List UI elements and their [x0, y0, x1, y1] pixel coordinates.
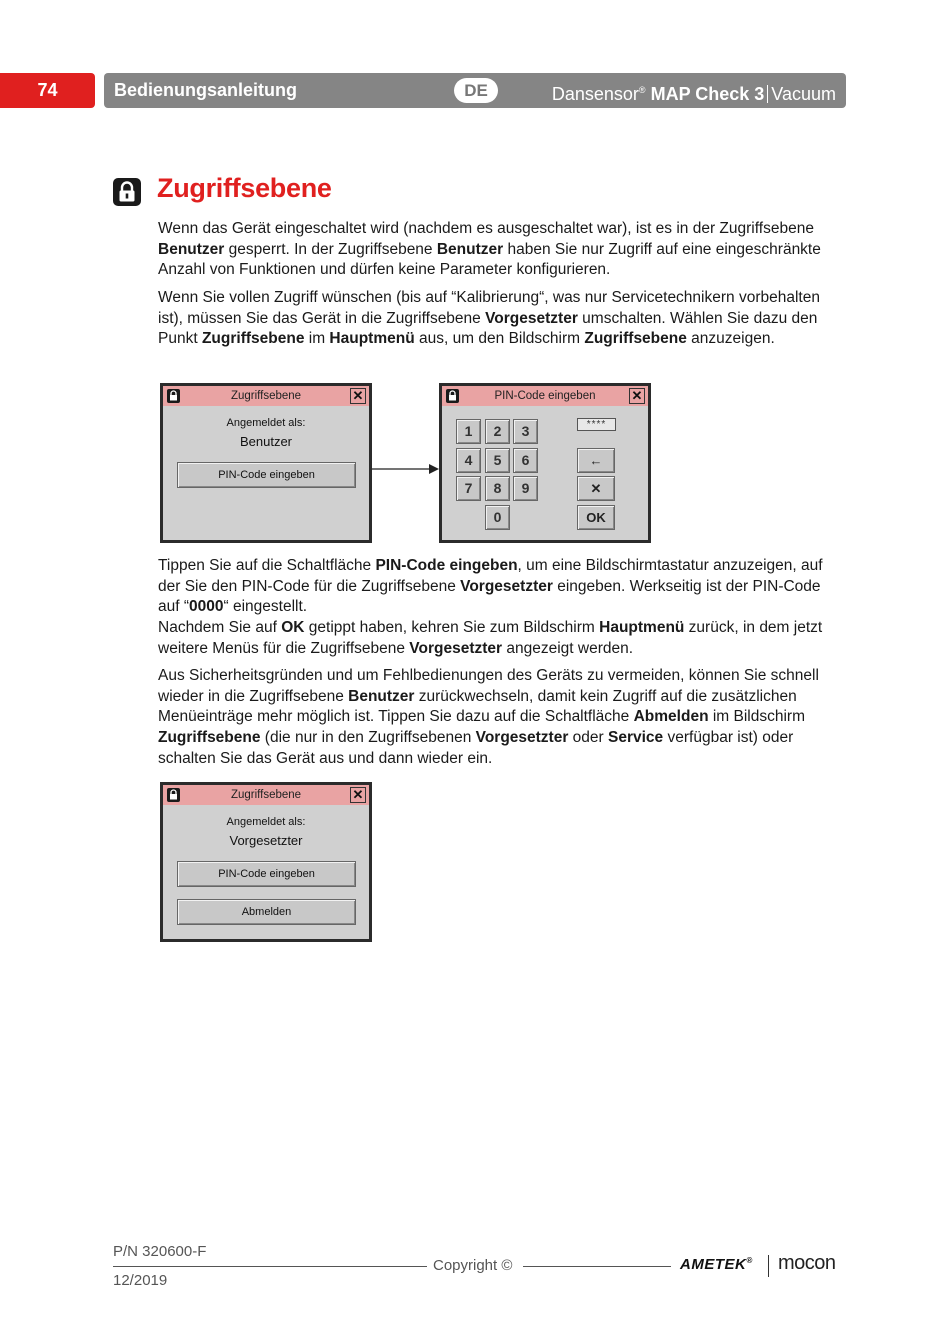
- logged-in-label: Angemeldet als:: [226, 816, 306, 828]
- logout-button[interactable]: Abmelden: [177, 899, 356, 925]
- product-reg: ®: [638, 85, 646, 95]
- paragraph-after-ok: Nachdem Sie auf OK getippt haben, kehren Sie zum Bildschirm Hauptmenü zurück, in dem jetzt weitere Menüs für die Zugriffsebene Vorgesetzter angezeigt werden.: [158, 619, 823, 657]
- manual-title: Bedienungsanleitung: [114, 80, 298, 100]
- key-3[interactable]: 3: [513, 419, 538, 444]
- key-6[interactable]: 6: [513, 448, 538, 473]
- mocon-logo: mocon: [778, 1252, 836, 1274]
- key-1[interactable]: 1: [456, 419, 481, 444]
- language-badge: DE: [454, 78, 498, 103]
- product-model: MAP Check 3: [650, 84, 765, 104]
- logged-in-value: Benutzer: [239, 434, 293, 449]
- clear-button[interactable]: ✕: [577, 476, 615, 501]
- key-9[interactable]: 9: [513, 476, 538, 501]
- logged-in-value: Vorgesetzter: [229, 833, 303, 848]
- lock-icon: [113, 178, 141, 206]
- part-number: P/N 320600-F: [113, 1243, 207, 1260]
- screen-title-bar: Zugriffsebene ✕: [163, 386, 369, 406]
- product-variant: Vacuum: [771, 84, 836, 104]
- header-bar: [104, 73, 846, 108]
- close-icon[interactable]: ✕: [350, 787, 366, 803]
- close-icon[interactable]: ✕: [350, 388, 366, 404]
- pin-code-button[interactable]: PIN-Code eingeben: [177, 462, 356, 488]
- screen-title-bar: PIN-Code eingeben ✕: [442, 386, 648, 406]
- ok-button[interactable]: OK: [577, 505, 615, 530]
- screen-title-bar: Zugriffsebene ✕: [163, 785, 369, 805]
- footer-rule-right: [523, 1266, 671, 1267]
- logged-in-label: Angemeldet als:: [226, 417, 306, 429]
- pin-input[interactable]: ****: [577, 418, 616, 431]
- key-8[interactable]: 8: [485, 476, 510, 501]
- product-name: [552, 73, 836, 108]
- ametek-logo: AMETEK®: [680, 1256, 753, 1273]
- key-7[interactable]: 7: [456, 476, 481, 501]
- publication-date: 12/2019: [113, 1272, 168, 1289]
- paragraph-full-access: Wenn Sie vollen Zugriff wünschen (bis auf “Kalibrierung“, was nur Servicetechnikern vorbehalten ist), müssen Sie das Gerät in die Zugriffsebene Vorgesetzter umschalten. Wählen Sie dazu den Punkt Zugriffsebene im Hauptmenü aus, um den Bildschirm Zugriffsebene anzuzeigen.: [158, 289, 820, 348]
- key-4[interactable]: 4: [456, 448, 481, 473]
- arrow-icon: [372, 462, 440, 476]
- paragraph-intro: Wenn das Gerät eingeschaltet wird (nachdem es ausgeschaltet war), ist es in der Zugriffsebene Benutzer gesperrt. In der Zugriffsebene Benutzer haben Sie nur Zugriff auf eine eingeschränkte Anzahl von Funktionen und dürfen keine Parameter konfigurieren.: [158, 220, 821, 279]
- close-icon[interactable]: ✕: [629, 388, 645, 404]
- section-title: Zugriffsebene: [157, 173, 332, 203]
- footer-rule-left: [113, 1266, 427, 1267]
- paragraph-logout: Aus Sicherheitsgründen und um Fehlbedienungen des Geräts zu vermeiden, können Sie schnell wieder in die Zugriffsebene Benutzer zurückwechseln, damit kein Zugriff auf die zusätzlichen Menüeinträge mehr möglich ist. Tippen Sie dazu auf die Schaltfläche Abmelden im Bildschirm Zugriffsebene (die nur in den Zugriffsebenen Vorgesetzter oder Service verfügbar ist) oder schalten Sie das Gerät aus und dann wieder ein.: [158, 667, 819, 767]
- logo-separator: [768, 1255, 769, 1277]
- backspace-button[interactable]: ←: [577, 448, 615, 473]
- copyright: Copyright ©: [433, 1257, 513, 1274]
- key-5[interactable]: 5: [485, 448, 510, 473]
- paragraph-pin-entry: Tippen Sie auf die Schaltfläche PIN-Code eingeben, um eine Bildschirmtastatur anzuzeigen, auf der Sie den PIN-Code für die Zugriffsebene Vorgesetzter eingeben. Werkseitig ist der PIN-Code auf “0000“ eingestellt.: [158, 557, 823, 616]
- product-separator: [767, 85, 768, 103]
- pin-code-button[interactable]: PIN-Code eingeben: [177, 861, 356, 887]
- key-2[interactable]: 2: [485, 419, 510, 444]
- page-number: 74: [0, 73, 95, 108]
- access-level-screen-user: [160, 383, 372, 543]
- access-level-screen-supervisor: [160, 782, 372, 942]
- pin-entry-screen: [439, 383, 651, 543]
- key-0[interactable]: 0: [485, 505, 510, 530]
- product-brand: Dansensor: [551, 84, 639, 104]
